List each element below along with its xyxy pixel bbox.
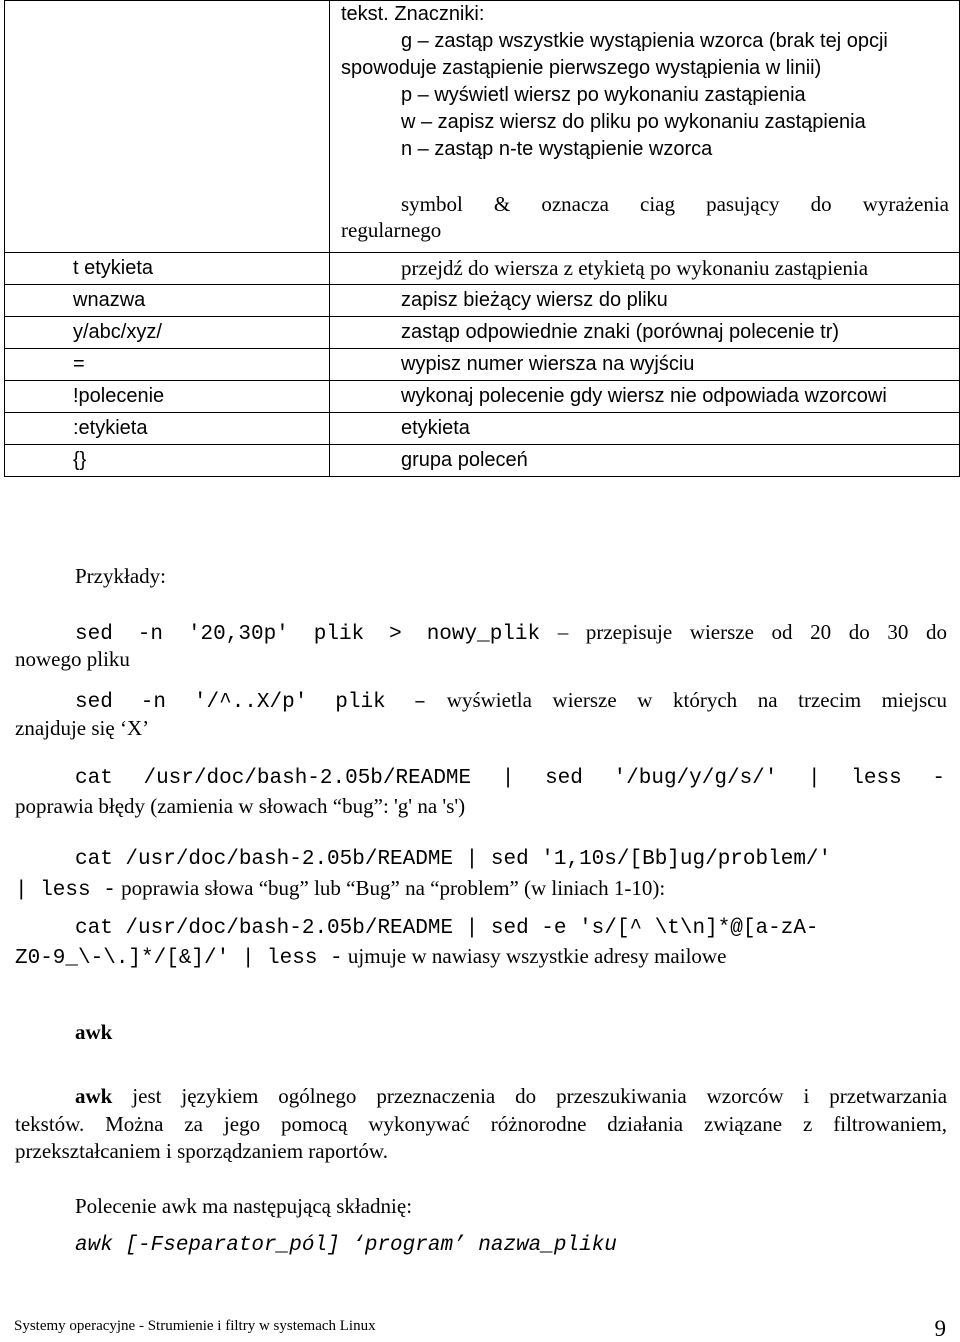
table-row <box>5 412 960 444</box>
example-3-code: cat /usr/doc/bash-2.05b/README | sed '/bug/y/g/s/' | less - <box>75 767 945 790</box>
example-1 <box>75 619 947 648</box>
table-row <box>5 252 960 284</box>
table-cell-empty <box>5 1 330 253</box>
awk-keyword: awk <box>75 1084 113 1108</box>
description-cell: zastąp odpowiednie znaki (porównaj polecenie tr) <box>330 316 960 348</box>
command-cell: y/abc/xyz/ <box>5 316 330 348</box>
flags-intro: tekst. Znaczniki: <box>341 3 485 25</box>
example-2 <box>75 687 947 716</box>
example-code: sed -n '20,30p' plik > nowy_plik <box>75 623 541 646</box>
flags-cell <box>330 1 960 253</box>
description-cell: wykonaj polecenie gdy wiersz nie odpowiada wzorcowi <box>330 380 960 412</box>
command-cell: t etykieta <box>5 252 330 284</box>
awk-para-line <box>75 1083 947 1110</box>
example-code: | less - <box>15 879 116 902</box>
command-cell: wnazwa <box>5 284 330 316</box>
example-text: ujmuje w nawiasy wszystkie adresy mailowe <box>347 944 727 968</box>
symbol-line: symbol & oznacza ciag pasujący do wyrażenia <box>401 192 949 216</box>
page-number: 9 <box>934 1316 946 1341</box>
command-cell: !polecenie <box>5 380 330 412</box>
table-row <box>5 1 960 253</box>
description-cell: etykieta <box>330 412 960 444</box>
example-4-code: cat /usr/doc/bash-2.05b/README | sed '1,10s/[Bb]ug/problem/' <box>75 848 832 871</box>
table-row <box>5 348 960 380</box>
flag-line: w – zapisz wiersz do pliku po wykonaniu zastąpienia <box>401 111 866 133</box>
example-1-cont: nowego pliku <box>15 647 130 671</box>
example-4-cont <box>15 875 665 904</box>
examples-heading: Przykłady: <box>75 564 166 588</box>
sed-commands-table <box>4 0 960 477</box>
table-row <box>5 284 960 316</box>
awk-text: jest językiem ogólnego przeznaczenia do przeszukiwania wzorców i przetwarzania <box>132 1084 948 1108</box>
example-code: sed -n '/^..X/p' plik – <box>75 691 427 714</box>
description-cell: zapisz bieżący wiersz do pliku <box>330 284 960 316</box>
example-code: Z0-9_\-\.]*/[&]/' | less - <box>15 947 343 970</box>
example-text: wyświetla wiersze w których na trzecim miejscu <box>446 688 948 712</box>
description-cell: grupa poleceń <box>330 444 960 476</box>
awk-heading: awk <box>75 1020 113 1044</box>
flag-line: spowoduje zastąpienie pierwszego wystąpienia w linii) <box>341 57 822 79</box>
footer-title: Systemy operacyjne - Strumienie i filtry w systemach Linux <box>14 1318 376 1334</box>
example-2-cont: znajduje się ‘X’ <box>15 716 150 740</box>
flag-line: g – zastąp wszystkie wystąpienia wzorca (brak tej opcji <box>401 30 888 52</box>
example-5-code: cat /usr/doc/bash-2.05b/README | sed -e 's/[^ \t\n]*@[a-zA- <box>75 917 819 940</box>
table-row <box>5 444 960 476</box>
example-text: – przepisuje wiersze od 20 do 30 do <box>557 620 948 644</box>
table-row <box>5 380 960 412</box>
awk-syntax: awk [-Fseparator_pól] ‘program’ nazwa_pliku <box>75 1234 617 1257</box>
example-5-cont <box>15 943 726 972</box>
command-cell: {} <box>5 444 330 476</box>
table-row <box>5 316 960 348</box>
example-3-cont: poprawia błędy (zamienia w słowach “bug”: 'g' na 's') <box>15 794 466 818</box>
flag-line: p – wyświetl wiersz po wykonaniu zastąpienia <box>401 84 806 106</box>
example-text: poprawia słowa “bug” lub “Bug” na “problem” (w liniach 1-10): <box>121 876 666 900</box>
awk-para-line: przekształcaniem i sporządzaniem raportów. <box>15 1139 388 1163</box>
flag-line: n – zastąp n-te wystąpienie wzorca <box>401 138 713 160</box>
symbol-line-cont: regularnego <box>341 218 442 242</box>
awk-para-line: tekstów. Można za jego pomocą wykonywać różnorodne działania związane z filtrowaniem, <box>15 1112 947 1136</box>
command-cell: :etykieta <box>5 412 330 444</box>
description-cell: wypisz numer wiersza na wyjściu <box>330 348 960 380</box>
command-cell: = <box>5 348 330 380</box>
description-cell: przejdź do wiersza z etykietą po wykonaniu zastąpienia <box>330 252 960 284</box>
awk-syntax-intro: Polecenie awk ma następującą składnię: <box>75 1194 413 1218</box>
